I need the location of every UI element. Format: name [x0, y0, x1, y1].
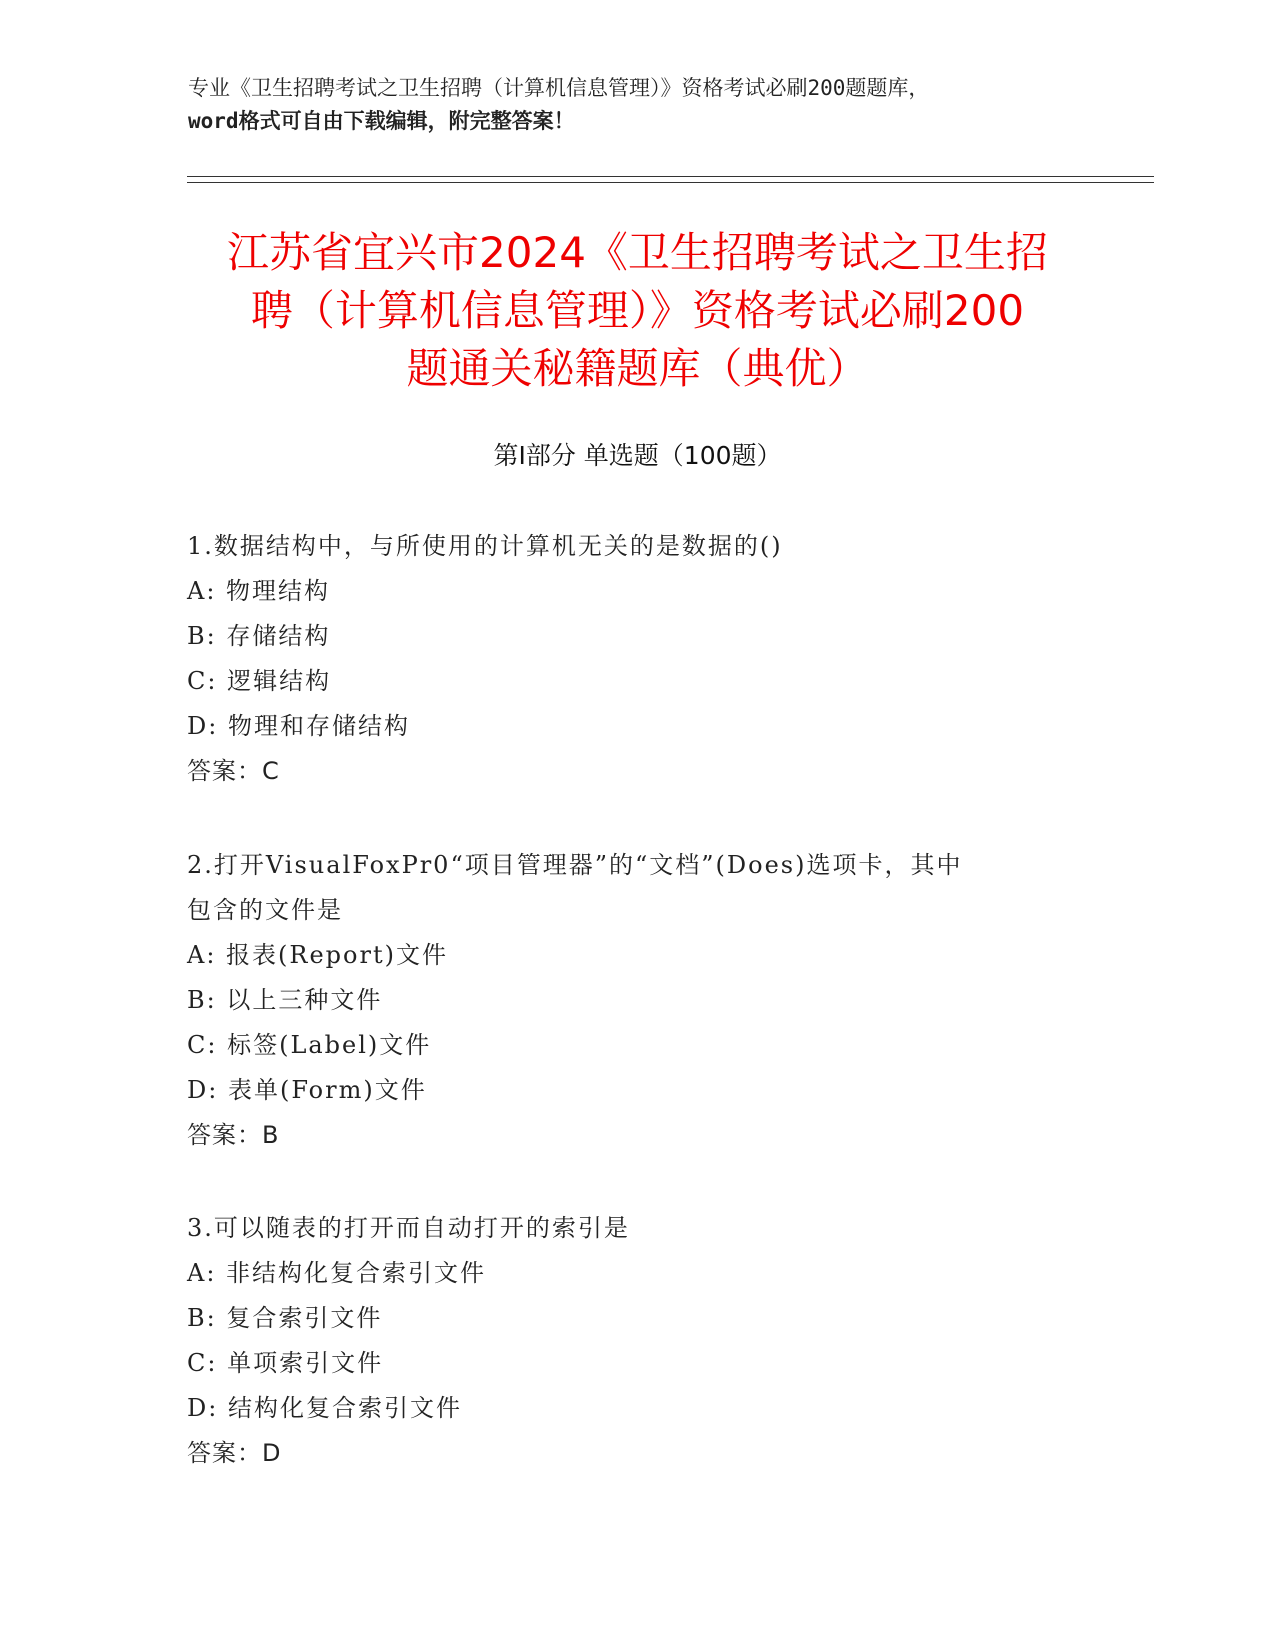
- option-b: B: 以上三种文件: [187, 986, 383, 1014]
- question-stem: 3.可以随表的打开而自动打开的索引是: [187, 1214, 630, 1242]
- header-divider-top: [187, 176, 1154, 177]
- title-line-1: 江苏省宜兴市2024《卫生招聘考试之卫生招: [227, 228, 1048, 277]
- question-stem-continued: 包含的文件是: [187, 896, 343, 924]
- option-c: C: 逻辑结构: [187, 667, 332, 695]
- header-note-line-2: word格式可自由下载编辑，附完整答案！: [188, 109, 575, 133]
- header-divider-bottom: [187, 182, 1154, 183]
- option-a: A: 物理结构: [187, 577, 331, 605]
- title-line-2: 聘（计算机信息管理）》资格考试必刷200: [250, 286, 1025, 335]
- header-note: [188, 72, 1088, 138]
- header-note-line-1: 专业《卫生招聘考试之卫生招聘（计算机信息管理）》资格考试必刷200题题库，: [188, 76, 930, 100]
- question-1: [187, 524, 1087, 794]
- option-d: D: 结构化复合索引文件: [187, 1394, 462, 1422]
- option-d: D: 表单(Form)文件: [187, 1076, 427, 1104]
- question-stem: 2.打开VisualFoxPr0“项目管理器”的“文档”(Does)选项卡，其中: [187, 851, 963, 879]
- question-3: [187, 1206, 1087, 1476]
- question-stem: 1.数据结构中，与所使用的计算机无关的是数据的(): [187, 532, 783, 560]
- option-a: A: 非结构化复合索引文件: [187, 1259, 487, 1287]
- option-a: A: 报表(Report)文件: [187, 941, 448, 969]
- option-c: C: 标签(Label)文件: [187, 1031, 432, 1059]
- option-d: D: 物理和存储结构: [187, 712, 410, 740]
- option-b: B: 复合索引文件: [187, 1304, 383, 1332]
- title-line-3: 题通关秘籍题库（典优）: [406, 344, 869, 393]
- document-title: [150, 224, 1125, 398]
- answer: 答案：C: [187, 757, 280, 785]
- answer: 答案：D: [187, 1439, 282, 1467]
- section-heading: 第Ⅰ部分 单选题（100题）: [493, 441, 782, 470]
- option-c: C: 单项索引文件: [187, 1349, 384, 1377]
- question-2: [187, 843, 1087, 1158]
- option-b: B: 存储结构: [187, 622, 331, 650]
- answer: 答案：B: [187, 1121, 280, 1149]
